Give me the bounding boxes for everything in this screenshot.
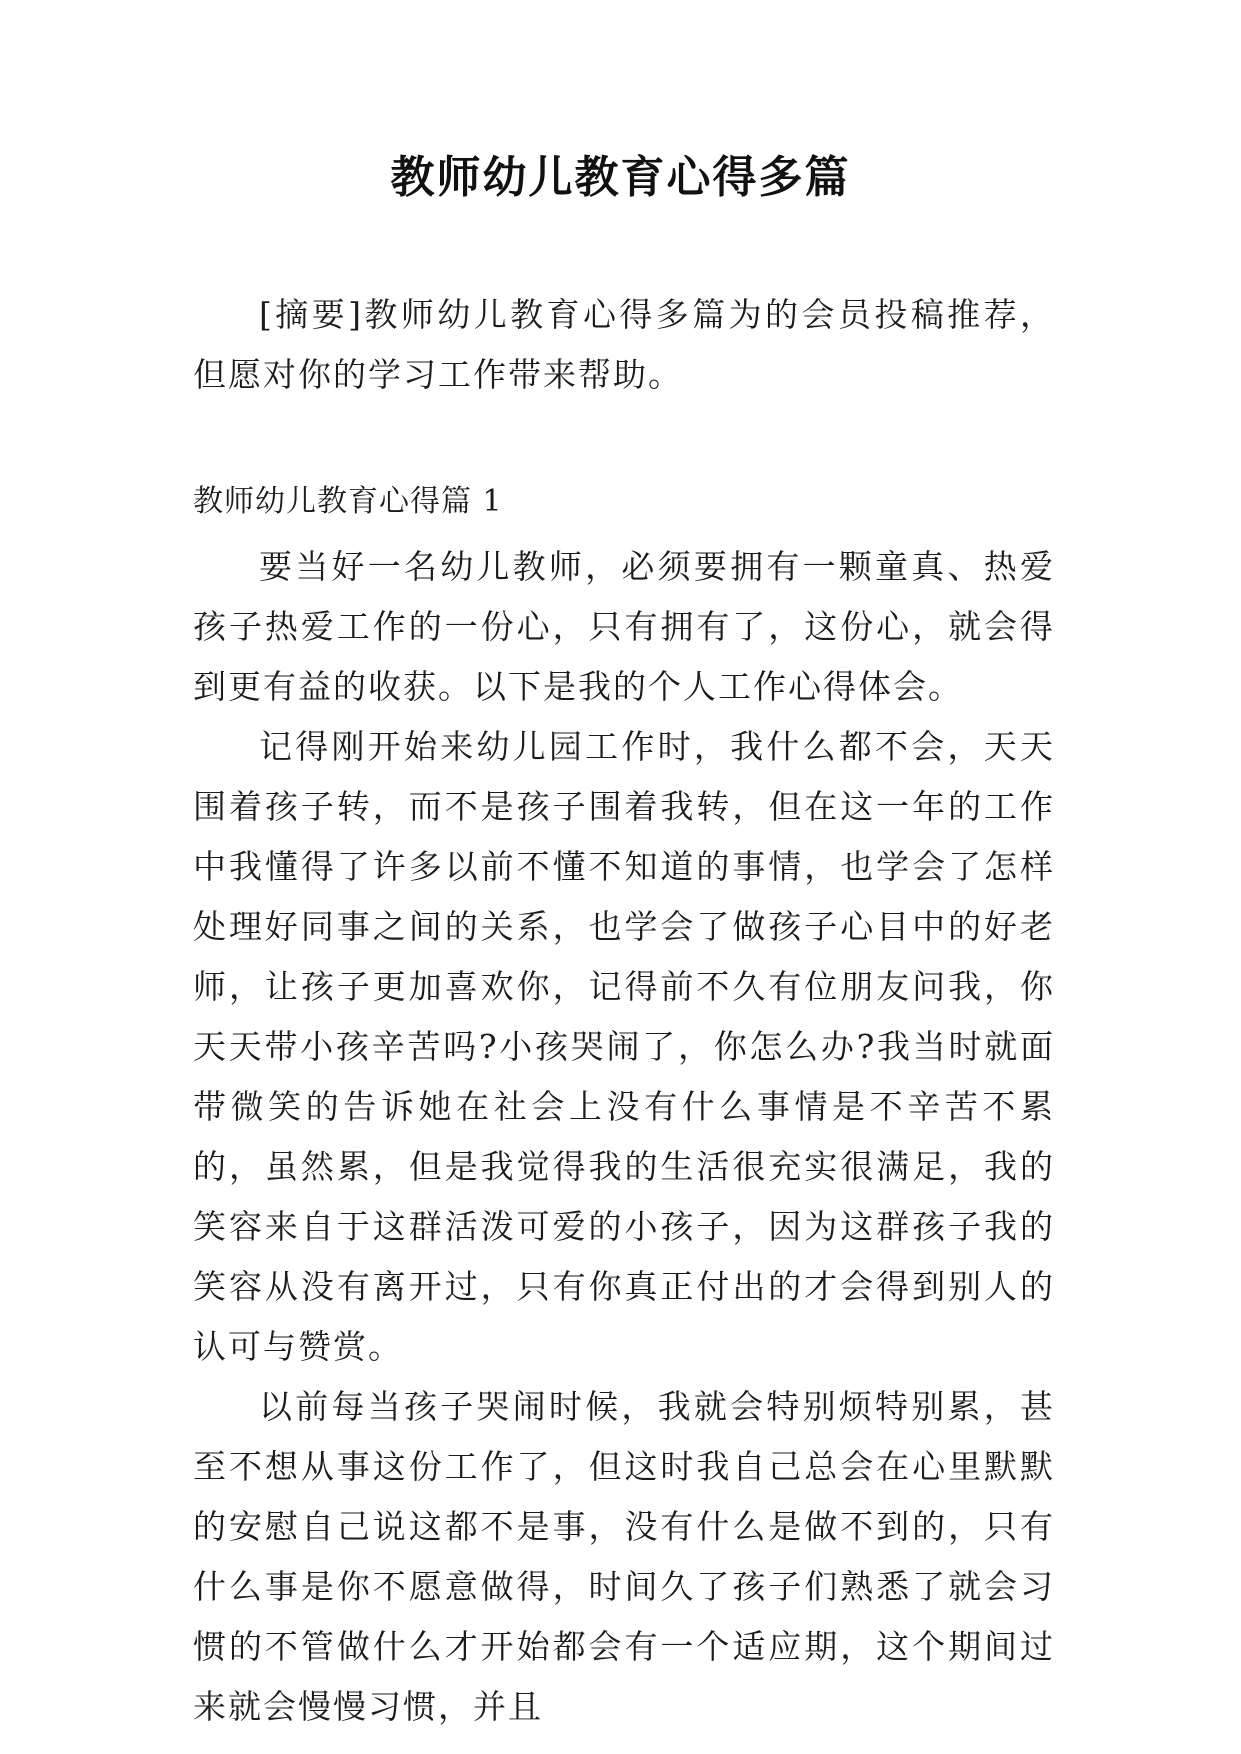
- body-paragraph: 要当好一名幼儿教师，必须要拥有一颗童真、热爱孩子热爱工作的一份心，只有拥有了，这份心，就会得到更有益的收获。以下是我的个人工作心得体会。: [193, 547, 1055, 706]
- body-paragraph: 记得刚开始来幼儿园工作时，我什么都不会，天天围着孩子转，而不是孩子围着我转，但在这一年的工作中我懂得了许多以前不懂不知道的事情，也学会了怎样处理好同事之间的关系，也学会了做孩子心目中的好老师，让孩子更加喜欢你，记得前不久有位朋友问我，你天天带小孩辛苦吗?小孩哭闹了，你怎么办?我当时就面带微笑的告诉她在社会上没有什么事情是不辛苦不累的，虽然累，但是我觉得我的生活很充实很满足，我的笑容来自于这群活泼可爱的小孩子，因为这群孩子我的笑容从没有离开过，只有你真正付出的才会得到别人的认可与赞赏。: [193, 727, 1055, 1366]
- document-body: [193, 285, 1055, 1737]
- body-paragraph: 以前每当孩子哭闹时候，我就会特别烦特别累，甚至不想从事这份工作了，但这时我自己总会在心里默默的安慰自己说这都不是事，没有什么是做不到的，只有什么事是你不愿意做得，时间久了孩子们熟悉了就会习惯的不管做什么才开始都会有一个适应期，这个期间过来就会慢慢习惯，并且: [193, 1387, 1055, 1726]
- summary-paragraph: [摘要]教师幼儿教育心得多篇为的会员投稿推荐，但愿对你的学习工作带来帮助。: [193, 295, 1055, 394]
- section-heading: 教师幼儿教育心得篇 1: [193, 484, 503, 519]
- document-title: 教师幼儿教育心得多篇: [390, 152, 851, 203]
